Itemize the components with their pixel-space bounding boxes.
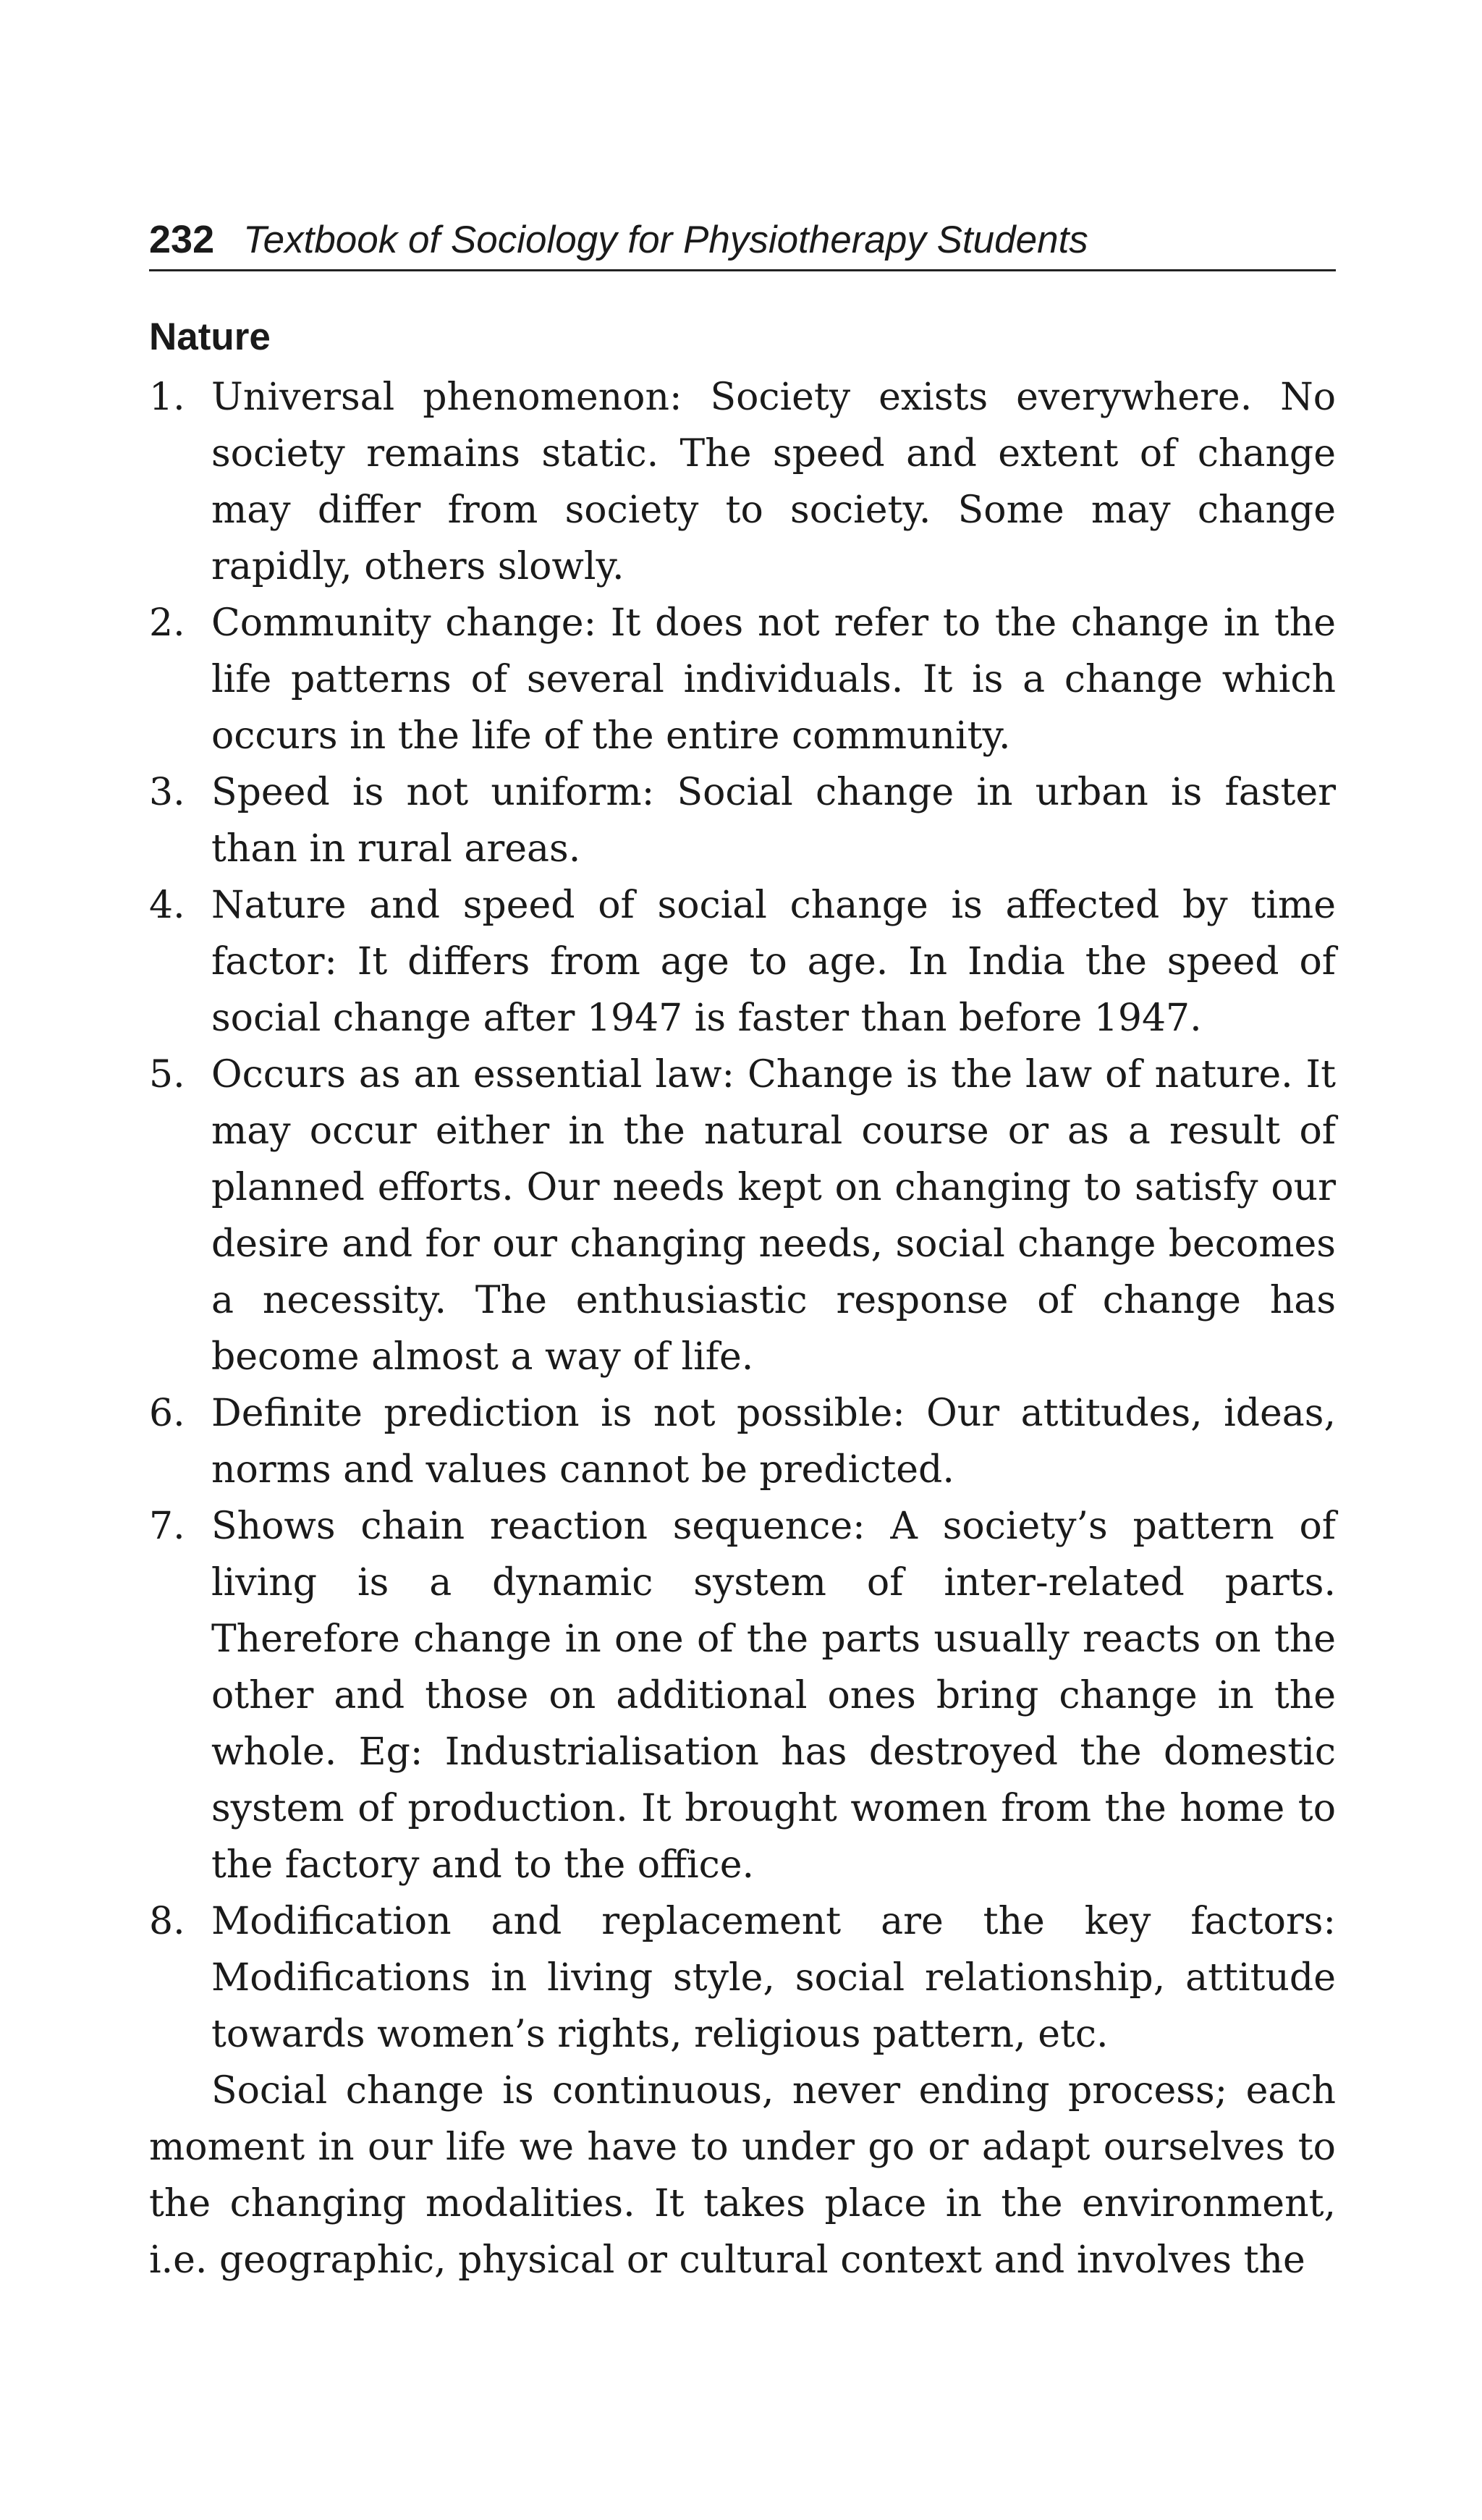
- list-item-number: 5.: [149, 1053, 185, 1096]
- list-item-number: 7.: [149, 1505, 185, 1548]
- closing-paragraph: Social change is continuous, never ending process; each moment in our life we have to under go or adapt ourselves to the changing modalities. It takes place in the environment, i.e. geographic, physical or cultural context and involves the: [149, 2069, 1336, 2282]
- list-item: [149, 764, 1336, 877]
- nature-list: [149, 369, 1336, 2063]
- list-item: [149, 877, 1336, 1047]
- list-item-number: 4.: [149, 884, 185, 927]
- list-item: [149, 595, 1336, 764]
- list-item: [149, 1047, 1336, 1385]
- list-item: [149, 1385, 1336, 1498]
- running-head: [149, 217, 1336, 271]
- book-page: [149, 217, 1336, 2288]
- list-item: [149, 369, 1336, 595]
- list-item-text: Speed is not uniform: Social change in urban is faster than in rural areas.: [211, 771, 1336, 871]
- list-item-text: Shows chain reaction sequence: A society’s pattern of living is a dynamic system of inter-related parts. Therefore change in one of the parts usually reacts on the other and those on additional ones bring change in the whole. Eg: Industrialisation has destroyed the domestic system of production. It brought women from the home to the factory and to the office.: [211, 1505, 1336, 1887]
- list-item-text: Community change: It does not refer to the change in the life patterns of several individuals. It is a change which occurs in the life of the entire community.: [211, 601, 1336, 758]
- list-item-text: Modification and replacement are the key factors: Modifications in living style, social relationship, attitude towards women’s rights, religious pattern, etc.: [211, 1900, 1336, 2056]
- list-item: [149, 1498, 1336, 1893]
- book-title: Textbook of Sociology for Physiotherapy Students: [243, 219, 1088, 261]
- list-item-text: Occurs as an essential law: Change is the law of nature. It may occur either in the natural course or as a result of planned efforts. Our needs kept on changing to satisfy our desire and for our changing needs, social change becomes a necessity. The enthusiastic response of change has become almost a way of life.: [211, 1053, 1336, 1379]
- section-heading: Nature: [149, 316, 271, 358]
- list-item-number: 2.: [149, 601, 185, 645]
- list-item-text: Nature and speed of social change is affected by time factor: It differs from age to age. In India the speed of social change after 1947 is faster than before 1947.: [211, 884, 1336, 1040]
- list-item-number: 6.: [149, 1392, 185, 1435]
- list-item-number: 1.: [149, 376, 185, 419]
- list-item-number: 8.: [149, 1900, 185, 1943]
- list-item-number: 3.: [149, 771, 185, 814]
- list-item-text: Definite prediction is not possible: Our attitudes, ideas, norms and values cannot be predicted.: [211, 1392, 1336, 1492]
- list-item: [149, 1893, 1336, 2063]
- page-number: 232: [149, 218, 215, 261]
- list-item-text: Universal phenomenon: Society exists everywhere. No society remains static. The speed and extent of change may differ from society to society. Some may change rapidly, others slowly.: [211, 376, 1336, 588]
